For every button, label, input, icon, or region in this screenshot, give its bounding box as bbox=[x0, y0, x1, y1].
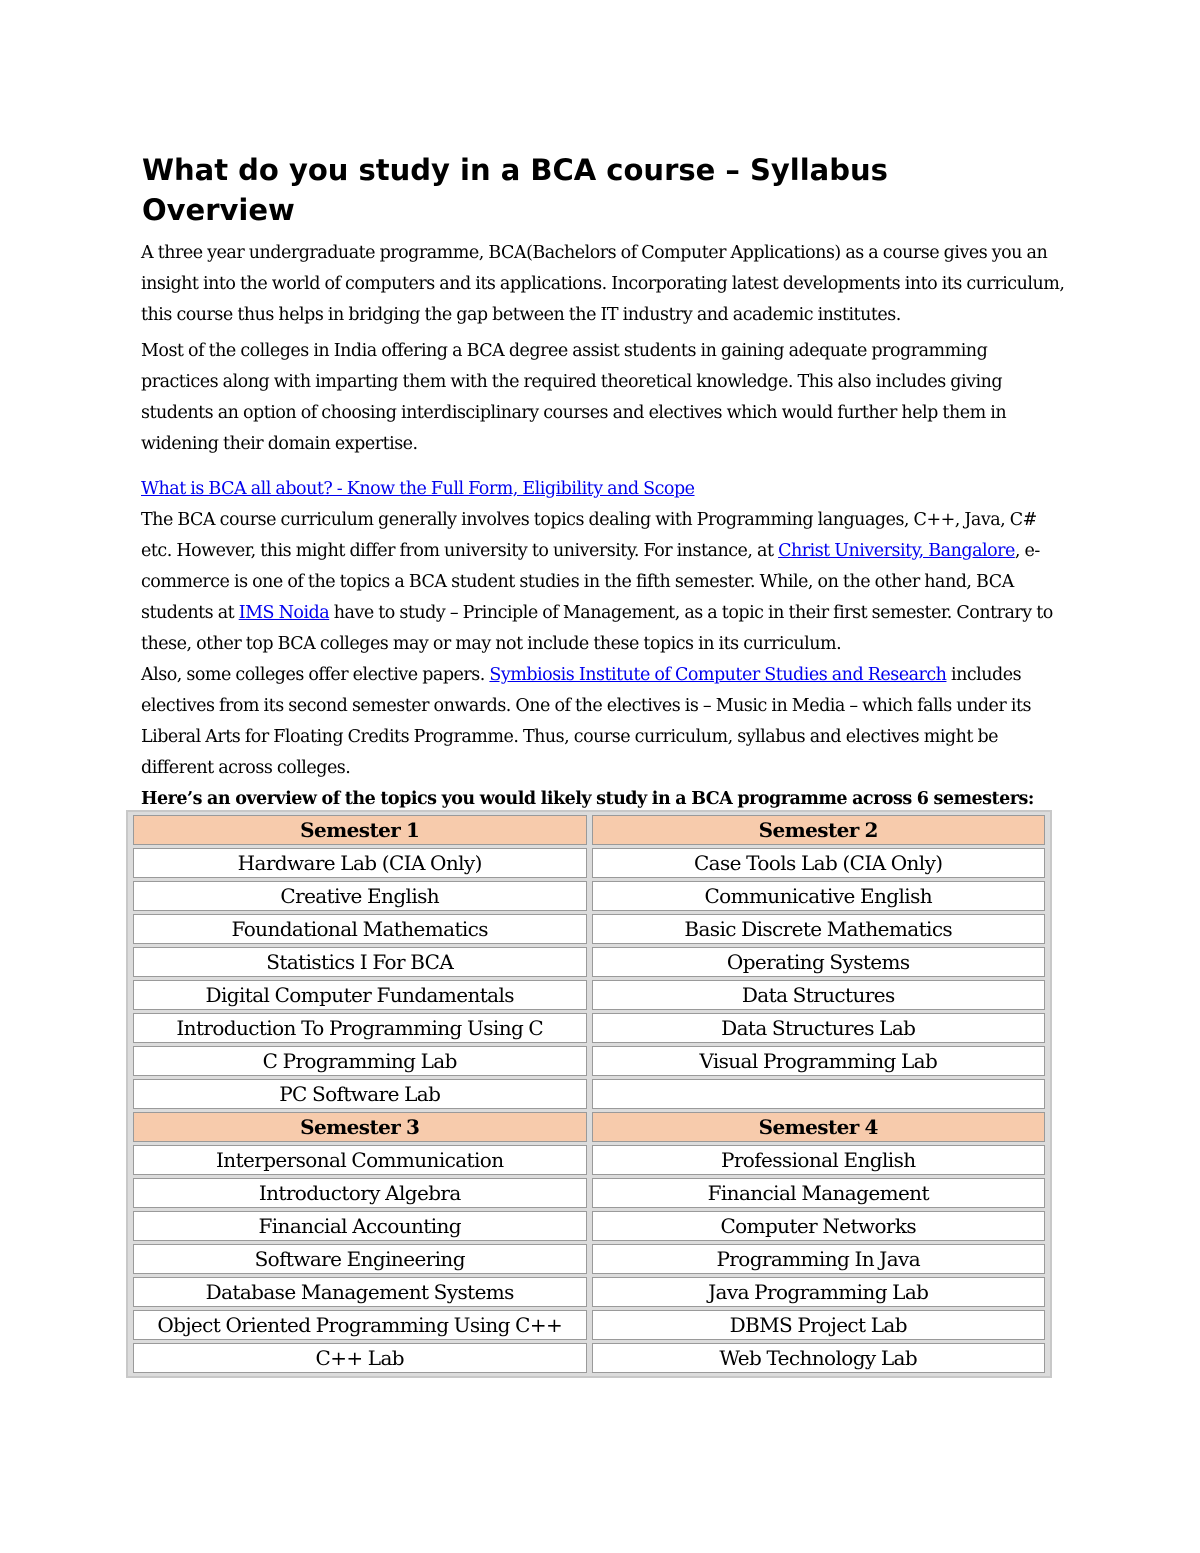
colleges-paragraph: Most of the colleges in India offering a BCA degree assist students in gaining adequate programming practices along with imparting them with the required theoretical knowledge. This also includes giving students an option of choosing interdisciplinary courses and electives which would further help them in widening their domain expertise. bbox=[141, 341, 1007, 454]
table-cell: Computer Networks bbox=[592, 1211, 1046, 1241]
table-cell: Interpersonal Communication bbox=[133, 1145, 587, 1175]
semester-2-header: Semester 2 bbox=[592, 815, 1046, 845]
table-cell: DBMS Project Lab bbox=[592, 1310, 1046, 1340]
table-cell: Web Technology Lab bbox=[592, 1343, 1046, 1373]
semester-4-header: Semester 4 bbox=[592, 1112, 1046, 1142]
table-cell: Database Management Systems bbox=[133, 1277, 587, 1307]
semester-3-header: Semester 3 bbox=[133, 1112, 587, 1142]
table-row bbox=[133, 1310, 1045, 1340]
electives-text-2: includes electives from its second semester onwards. One of the electives is – Music in Media – which falls under its Liberal Arts for Floating Credits Programme. Thus, course curriculum, syllabus and electives might be different across colleges. bbox=[141, 665, 1031, 778]
ims-noida-link[interactable]: IMS Noida bbox=[238, 603, 330, 623]
table-cell: Case Tools Lab (CIA Only) bbox=[592, 848, 1046, 878]
table-cell: Software Engineering bbox=[133, 1244, 587, 1274]
table-cell: Digital Computer Fundamentals bbox=[133, 980, 587, 1010]
curriculum-text-3: have to study – Principle of Management, as a topic in their first semester. Contrary to these, other top BCA colleges may or may not include these topics in its curriculum. bbox=[141, 603, 1053, 654]
curriculum-text-2: , e-commerce is one of the topics a BCA student studies in the fifth semester. While, on the other hand, BCA students at bbox=[141, 541, 1040, 623]
table-row bbox=[133, 848, 1045, 878]
semester-1-header: Semester 1 bbox=[133, 815, 587, 845]
table-cell: Data Structures bbox=[592, 980, 1046, 1010]
table-cell: Object Oriented Programming Using C++ bbox=[133, 1310, 587, 1340]
table-cell: Financial Management bbox=[592, 1178, 1046, 1208]
table-cell: Data Structures Lab bbox=[592, 1013, 1046, 1043]
table-header-row bbox=[133, 1112, 1045, 1142]
curriculum-section bbox=[141, 474, 1066, 784]
table-cell bbox=[592, 1079, 1046, 1109]
table-row bbox=[133, 1145, 1045, 1175]
table-row bbox=[133, 947, 1045, 977]
table-cell: Introductory Algebra bbox=[133, 1178, 587, 1208]
table-cell: PC Software Lab bbox=[133, 1079, 587, 1109]
table-row bbox=[133, 980, 1045, 1010]
table-cell: Java Programming Lab bbox=[592, 1277, 1046, 1307]
overview-label: Here’s an overview of the topics you would likely study in a BCA programme across 6 semesters: bbox=[141, 789, 1034, 809]
table-row bbox=[133, 881, 1045, 911]
table-cell: Programming In Java bbox=[592, 1244, 1046, 1274]
table-row bbox=[133, 1211, 1045, 1241]
table-row bbox=[133, 1277, 1045, 1307]
table-cell: Creative English bbox=[133, 881, 587, 911]
table-row bbox=[133, 1046, 1045, 1076]
table-cell: Financial Accounting bbox=[133, 1211, 587, 1241]
table-cell: Foundational Mathematics bbox=[133, 914, 587, 944]
table-cell: Statistics I For BCA bbox=[133, 947, 587, 977]
curriculum-text-1: The BCA course curriculum generally involves topics dealing with Programming languages, C++, Java, C# etc. However, this might differ from university to university. For instance, at bbox=[141, 510, 1037, 561]
table-row bbox=[133, 1013, 1045, 1043]
bca-about-link[interactable]: What is BCA all about? - Know the Full Form, Eligibility and Scope bbox=[141, 479, 695, 499]
table-row bbox=[133, 1244, 1045, 1274]
syllabus-table bbox=[126, 810, 1052, 1378]
table-cell: C Programming Lab bbox=[133, 1046, 587, 1076]
table-row bbox=[133, 1343, 1045, 1373]
table-cell: Operating Systems bbox=[592, 947, 1046, 977]
table-cell: Hardware Lab (CIA Only) bbox=[133, 848, 587, 878]
table-row bbox=[133, 914, 1045, 944]
table-header-row bbox=[133, 815, 1045, 845]
christ-university-link[interactable]: Christ University, Bangalore bbox=[778, 541, 1015, 561]
table-cell: Basic Discrete Mathematics bbox=[592, 914, 1046, 944]
table-cell: Visual Programming Lab bbox=[592, 1046, 1046, 1076]
table-cell: Communicative English bbox=[592, 881, 1046, 911]
electives-text-1: Also, some colleges offer elective papers. bbox=[141, 665, 490, 685]
table-row bbox=[133, 1079, 1045, 1109]
symbiosis-link[interactable]: Symbiosis Institute of Computer Studies and Research bbox=[489, 665, 947, 685]
table-cell: Introduction To Programming Using C bbox=[133, 1013, 587, 1043]
page-title: What do you study in a BCA course – Syllabus Overview bbox=[142, 153, 888, 227]
table-cell: C++ Lab bbox=[133, 1343, 587, 1373]
intro-paragraph: A three year undergraduate programme, BCA(Bachelors of Computer Applications) as a course gives you an insight into the world of computers and its applications. Incorporating latest developments into its curriculum, this course thus helps in bridging the gap between the IT industry and academic institutes. bbox=[141, 243, 1065, 325]
table-cell: Professional English bbox=[592, 1145, 1046, 1175]
table-row bbox=[133, 1178, 1045, 1208]
